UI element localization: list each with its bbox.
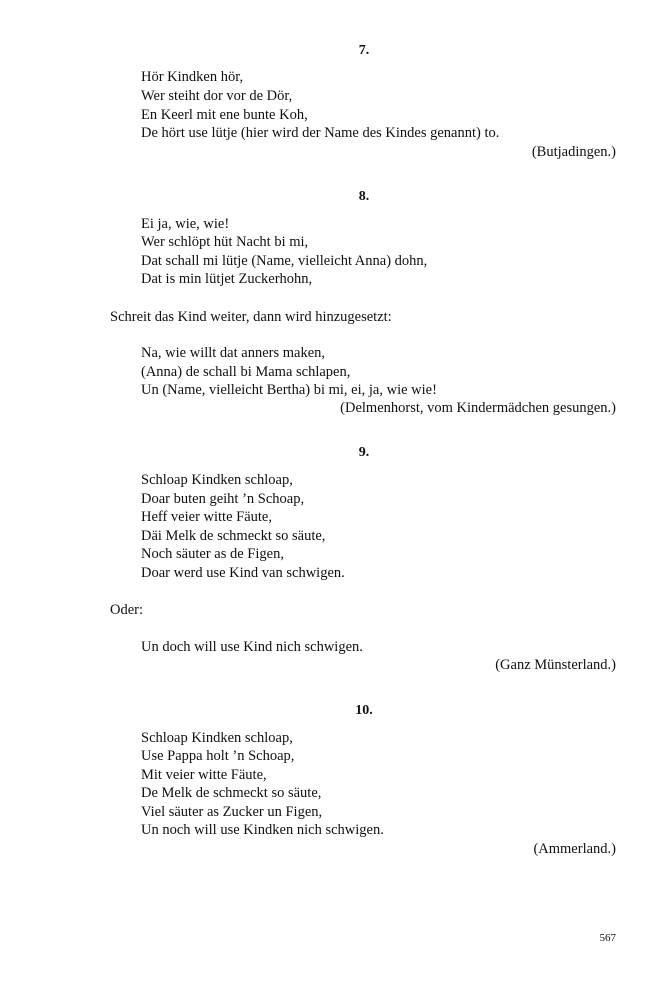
verse-line: Ei ja, wie, wie! — [141, 216, 230, 232]
verse-line: En Keerl mit ene bunte Koh, — [141, 107, 308, 123]
poem-number: 7. — [358, 43, 370, 58]
verse-line: Use Pappa holt ’n Schoap, — [141, 748, 295, 764]
verse-line: Un doch will use Kind nich schwigen. — [141, 639, 363, 655]
verse-line: Un noch will use Kindken nich schwigen. — [141, 822, 384, 838]
verse-line: Heff veier witte Fäute, — [141, 509, 272, 525]
poem-number: 10. — [355, 703, 373, 718]
page-number: 567 — [599, 932, 616, 944]
source-note: (Ganz Münsterland.) — [495, 657, 616, 673]
verse-line: Dat schall mi lütje (Name, vielleicht Anna) dohn, — [141, 253, 428, 269]
poem-number: 8. — [358, 189, 370, 204]
poem-number: 9. — [358, 445, 370, 460]
verse-line: Schloap Kindken schloap, — [141, 730, 293, 746]
source-note: (Delmenhorst, vom Kindermädchen gesungen.) — [340, 400, 616, 416]
verse-line: (Anna) de schall bi Mama schlapen, — [141, 364, 351, 380]
verse-line: Schloap Kindken schloap, — [141, 472, 293, 488]
verse-line: Mit veier witte Fäute, — [141, 767, 267, 783]
verse-line: Wer schlöpt hüt Nacht bi mi, — [141, 234, 309, 250]
source-note: (Butjadingen.) — [531, 144, 616, 160]
verse-line: Hör Kindken hör, — [141, 69, 244, 85]
prose-note: Schreit das Kind weiter, dann wird hinzugesetzt: — [110, 309, 392, 325]
verse-line: De hört use lütje (hier wird der Name des Kindes genannt) to. — [141, 125, 500, 141]
verse-line: Viel säuter as Zucker un Figen, — [141, 804, 323, 820]
verse-line: Wer steiht dor vor de Dör, — [141, 88, 293, 104]
source-note: (Ammerland.) — [533, 841, 616, 857]
verse-line: Noch säuter as de Figen, — [141, 546, 284, 562]
verse-line: Dat is min lütjet Zuckerhohn, — [141, 271, 313, 287]
verse-line: De Melk de schmeckt so säute, — [141, 785, 322, 801]
verse-line: Doar buten geiht ’n Schoap, — [141, 491, 305, 507]
verse-line: Doar werd use Kind van schwigen. — [141, 565, 345, 581]
prose-note: Oder: — [110, 602, 144, 618]
verse-line: Däi Melk de schmeckt so säute, — [141, 528, 326, 544]
verse-line: Na, wie willt dat anners maken, — [141, 345, 326, 361]
verse-line: Un (Name, vielleicht Bertha) bi mi, ei, ja, wie wie! — [141, 382, 437, 398]
